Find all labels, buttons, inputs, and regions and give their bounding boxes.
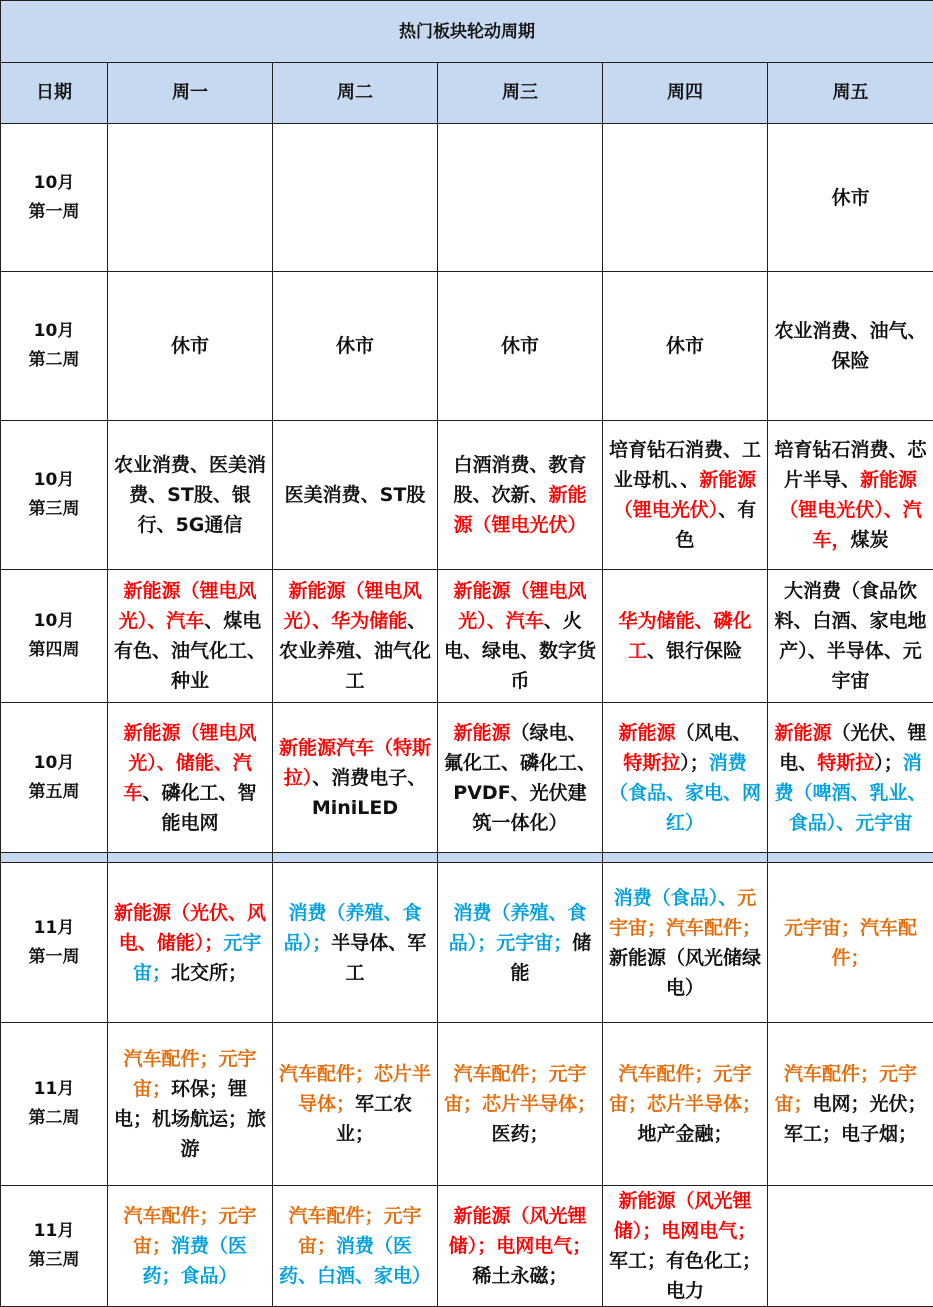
sector-text: 华为储能、磷化工 <box>618 610 751 662</box>
sector-text: 半导体、军工 <box>331 932 426 984</box>
sector-text: 稀土永磁； <box>472 1265 567 1287</box>
sector-cell-tuesday <box>273 272 438 421</box>
sector-text: 电网；光伏；军工；电子烟； <box>784 1093 927 1145</box>
table-row <box>1 272 933 421</box>
week-date-cell <box>1 863 108 1023</box>
sector-cell-thursday <box>603 703 768 853</box>
sector-text: 新能源 <box>453 722 510 744</box>
sector-cell-wednesday <box>438 272 603 421</box>
week-label: 第四周 <box>7 636 101 665</box>
sector-cell-thursday <box>603 1186 768 1307</box>
sector-text: 、银行保险 <box>647 640 742 662</box>
sector-cell-tuesday <box>273 863 438 1023</box>
sector-cell-wednesday <box>438 1186 603 1307</box>
separator-cell <box>768 853 933 863</box>
sector-cell-wednesday <box>438 703 603 853</box>
sector-text: 休市 <box>501 335 539 357</box>
sector-text: （风电、 <box>676 722 752 744</box>
sector-text: ）； <box>680 752 709 774</box>
sector-cell-friday <box>768 1023 933 1186</box>
separator-cell <box>603 853 768 863</box>
header-friday: 周五 <box>768 63 933 124</box>
sector-text: 特斯拉 <box>817 752 874 774</box>
sector-text: 新能源（锂电风光）、储能、汽车 <box>123 722 256 804</box>
sector-text: 培育钻石消费、工业母机、、 <box>609 439 761 491</box>
sector-text: 汽车配件；元宇宙； <box>123 1205 256 1257</box>
month-label: 10月 <box>7 607 101 636</box>
sector-cell-friday <box>768 703 933 853</box>
table-row <box>1 124 933 272</box>
sector-cell-monday <box>108 421 273 570</box>
sector-text: 地产金融； <box>637 1123 732 1145</box>
week-label: 第五周 <box>7 778 101 807</box>
sector-cell-wednesday <box>438 570 603 703</box>
sector-text: 煤炭 <box>851 529 889 551</box>
sector-text: 大消费（食品饮料、白酒、家电地产）、半导体、元宇宙 <box>775 580 927 692</box>
sector-text: 新能源（锂电风光）、华为储能 <box>284 580 422 632</box>
separator-cell <box>438 853 603 863</box>
separator-cell <box>108 853 273 863</box>
week-date-cell <box>1 124 108 272</box>
sector-text: 新能源（锂电光伏）、汽车， <box>779 469 922 551</box>
sector-text: 汽车配件；元宇宙； <box>123 1048 256 1100</box>
sector-text: （光伏、锂电、 <box>779 722 926 774</box>
sector-text: 新能源（锂电光伏） <box>453 484 586 536</box>
sector-text: 军工；有色化工；电力 <box>609 1250 761 1302</box>
week-label: 第三周 <box>7 495 101 524</box>
sector-cell-friday <box>768 124 933 272</box>
table-row <box>1 1186 933 1307</box>
sector-text: 消费（医药；食品） <box>142 1235 247 1287</box>
sector-text: 元宇宙；汽车配件； <box>609 887 761 939</box>
sector-text: 消费（啤酒、乳业、食品）、元宇宙 <box>775 752 927 834</box>
sector-text: 消费（养殖、食品）；元宇宙； <box>449 902 587 954</box>
sector-text: 储能 <box>510 932 591 984</box>
sector-text: 特斯拉 <box>623 752 680 774</box>
header-tuesday: 周二 <box>273 63 438 124</box>
header-monday: 周一 <box>108 63 273 124</box>
sector-cell-tuesday <box>273 1023 438 1186</box>
title-row <box>1 1 933 63</box>
sector-cell-monday <box>108 272 273 421</box>
sector-text: 、火电、绿电、数字货币 <box>444 610 596 692</box>
sector-text: 新能源（风光锂储）；电网电气； <box>614 1190 757 1242</box>
sector-cell-wednesday <box>438 1023 603 1186</box>
header-row <box>1 63 933 124</box>
week-label: 第三周 <box>7 1246 101 1275</box>
sector-cell-monday <box>108 863 273 1023</box>
table-row <box>1 570 933 703</box>
sector-text: 医美消费、ST股 <box>285 484 426 506</box>
sector-text: 元宇宙； <box>133 932 261 984</box>
week-label: 第一周 <box>7 198 101 227</box>
week-label: 第一周 <box>7 943 101 972</box>
week-date-cell <box>1 421 108 570</box>
table-row <box>1 1023 933 1186</box>
sector-text: 休市 <box>336 335 374 357</box>
separator-cell <box>273 853 438 863</box>
sector-cell-wednesday <box>438 421 603 570</box>
week-date-cell <box>1 272 108 421</box>
sector-cell-tuesday <box>273 421 438 570</box>
table-row <box>1 421 933 570</box>
sector-cell-thursday <box>603 1023 768 1186</box>
week-date-cell <box>1 703 108 853</box>
sector-text: 休市 <box>666 335 704 357</box>
sector-text: 休市 <box>832 187 870 209</box>
month-label: 11月 <box>7 1217 101 1246</box>
sector-text: 培育钻石消费、芯片半导、 <box>775 439 927 491</box>
sector-cell-thursday <box>603 124 768 272</box>
sector-cell-monday <box>108 703 273 853</box>
sector-text: 白酒消费、教育股、次新、 <box>453 454 586 506</box>
month-label: 11月 <box>7 1075 101 1104</box>
sector-text: 新能源（锂电风光）、汽车 <box>119 580 257 632</box>
sector-text: 北交所； <box>171 962 247 984</box>
sector-text: 新能源（光伏、风电、储能）； <box>114 902 266 954</box>
sector-text: 、磷化工、智能电网 <box>143 782 257 834</box>
sector-cell-thursday <box>603 421 768 570</box>
sector-text: ）； <box>874 752 903 774</box>
sector-text: 新能源汽车（特斯拉） <box>279 737 431 789</box>
week-date-cell <box>1 1023 108 1186</box>
sector-text: 农业消费、油气、保险 <box>775 320 927 372</box>
week-label: 第二周 <box>7 1104 101 1133</box>
sector-text: 消费（食品）、 <box>614 887 738 909</box>
sector-text: 新能源 <box>775 722 832 744</box>
sector-text: 消费（医药、白酒、家电） <box>279 1235 431 1287</box>
sector-text: 消费（食品、家电、网红） <box>609 752 761 834</box>
sector-text: 、消费电子、MiniLED <box>312 767 426 819</box>
month-label: 10月 <box>7 466 101 495</box>
sector-cell-wednesday <box>438 124 603 272</box>
sector-cell-friday <box>768 421 933 570</box>
sector-cell-monday <box>108 1186 273 1307</box>
sector-cell-tuesday <box>273 124 438 272</box>
sector-text: 新能源（风光锂储）；电网电气； <box>449 1205 592 1257</box>
sector-cell-monday <box>108 570 273 703</box>
month-separator <box>1 853 933 863</box>
sector-text: 环保；锂电；机场航运；旅游 <box>114 1078 266 1160</box>
sector-text: 新能源（风光储绿电） <box>609 947 761 999</box>
sector-text: 军工农业； <box>336 1093 412 1145</box>
week-label: 第二周 <box>7 346 101 375</box>
sector-cell-wednesday <box>438 863 603 1023</box>
sector-text: 、煤电有色、油气化工、种业 <box>114 610 266 692</box>
sector-text: 汽车配件；元宇宙； <box>288 1205 421 1257</box>
sector-cell-friday <box>768 272 933 421</box>
sector-text: 汽车配件；元宇宙；芯片半导体； <box>609 1063 761 1115</box>
sector-text: 、农业养殖、油气化工 <box>279 610 431 692</box>
table-title: 热门板块轮动周期 <box>1 1 933 63</box>
sector-text: 元宇宙；汽车配件； <box>784 917 917 969</box>
header-wednesday: 周三 <box>438 63 603 124</box>
sector-cell-friday <box>768 1186 933 1307</box>
sector-text: 农业消费、医美消费、ST股、银行、5G通信 <box>114 454 266 536</box>
sector-cell-friday <box>768 570 933 703</box>
sector-text: （绿电、氟化工、磷化工、PVDF、光伏建筑一体化） <box>444 722 596 834</box>
week-date-cell <box>1 570 108 703</box>
header-thursday: 周四 <box>603 63 768 124</box>
sector-text: 、有色 <box>675 499 756 551</box>
sector-text: 消费（养殖、食品）； <box>284 902 422 954</box>
sector-text: 新能源 <box>618 722 675 744</box>
month-label: 10月 <box>7 169 101 198</box>
sector-cell-tuesday <box>273 703 438 853</box>
sector-text: 汽车配件；元宇宙； <box>775 1063 918 1115</box>
sector-text: 汽车配件；元宇宙；芯片半导体； <box>444 1063 596 1115</box>
sector-cell-monday <box>108 124 273 272</box>
month-label: 10月 <box>7 317 101 346</box>
table-row <box>1 863 933 1023</box>
sector-cell-monday <box>108 1023 273 1186</box>
sector-cell-thursday <box>603 570 768 703</box>
sector-cell-tuesday <box>273 1186 438 1307</box>
month-label: 10月 <box>7 749 101 778</box>
week-date-cell <box>1 1186 108 1307</box>
sector-text: 医药； <box>491 1123 548 1145</box>
sector-cell-thursday <box>603 272 768 421</box>
sector-cell-tuesday <box>273 570 438 703</box>
sector-cell-thursday <box>603 863 768 1023</box>
sector-text: 休市 <box>171 335 209 357</box>
separator-cell <box>1 853 108 863</box>
sector-cell-friday <box>768 863 933 1023</box>
sector-text: 新能源（锂电风光）、汽车 <box>453 580 586 632</box>
sector-text: 新能源（锂电光伏） <box>614 469 757 521</box>
table-row <box>1 703 933 853</box>
sector-text: 汽车配件；芯片半导体； <box>279 1063 431 1115</box>
header-date: 日期 <box>1 63 108 124</box>
month-label: 11月 <box>7 914 101 943</box>
